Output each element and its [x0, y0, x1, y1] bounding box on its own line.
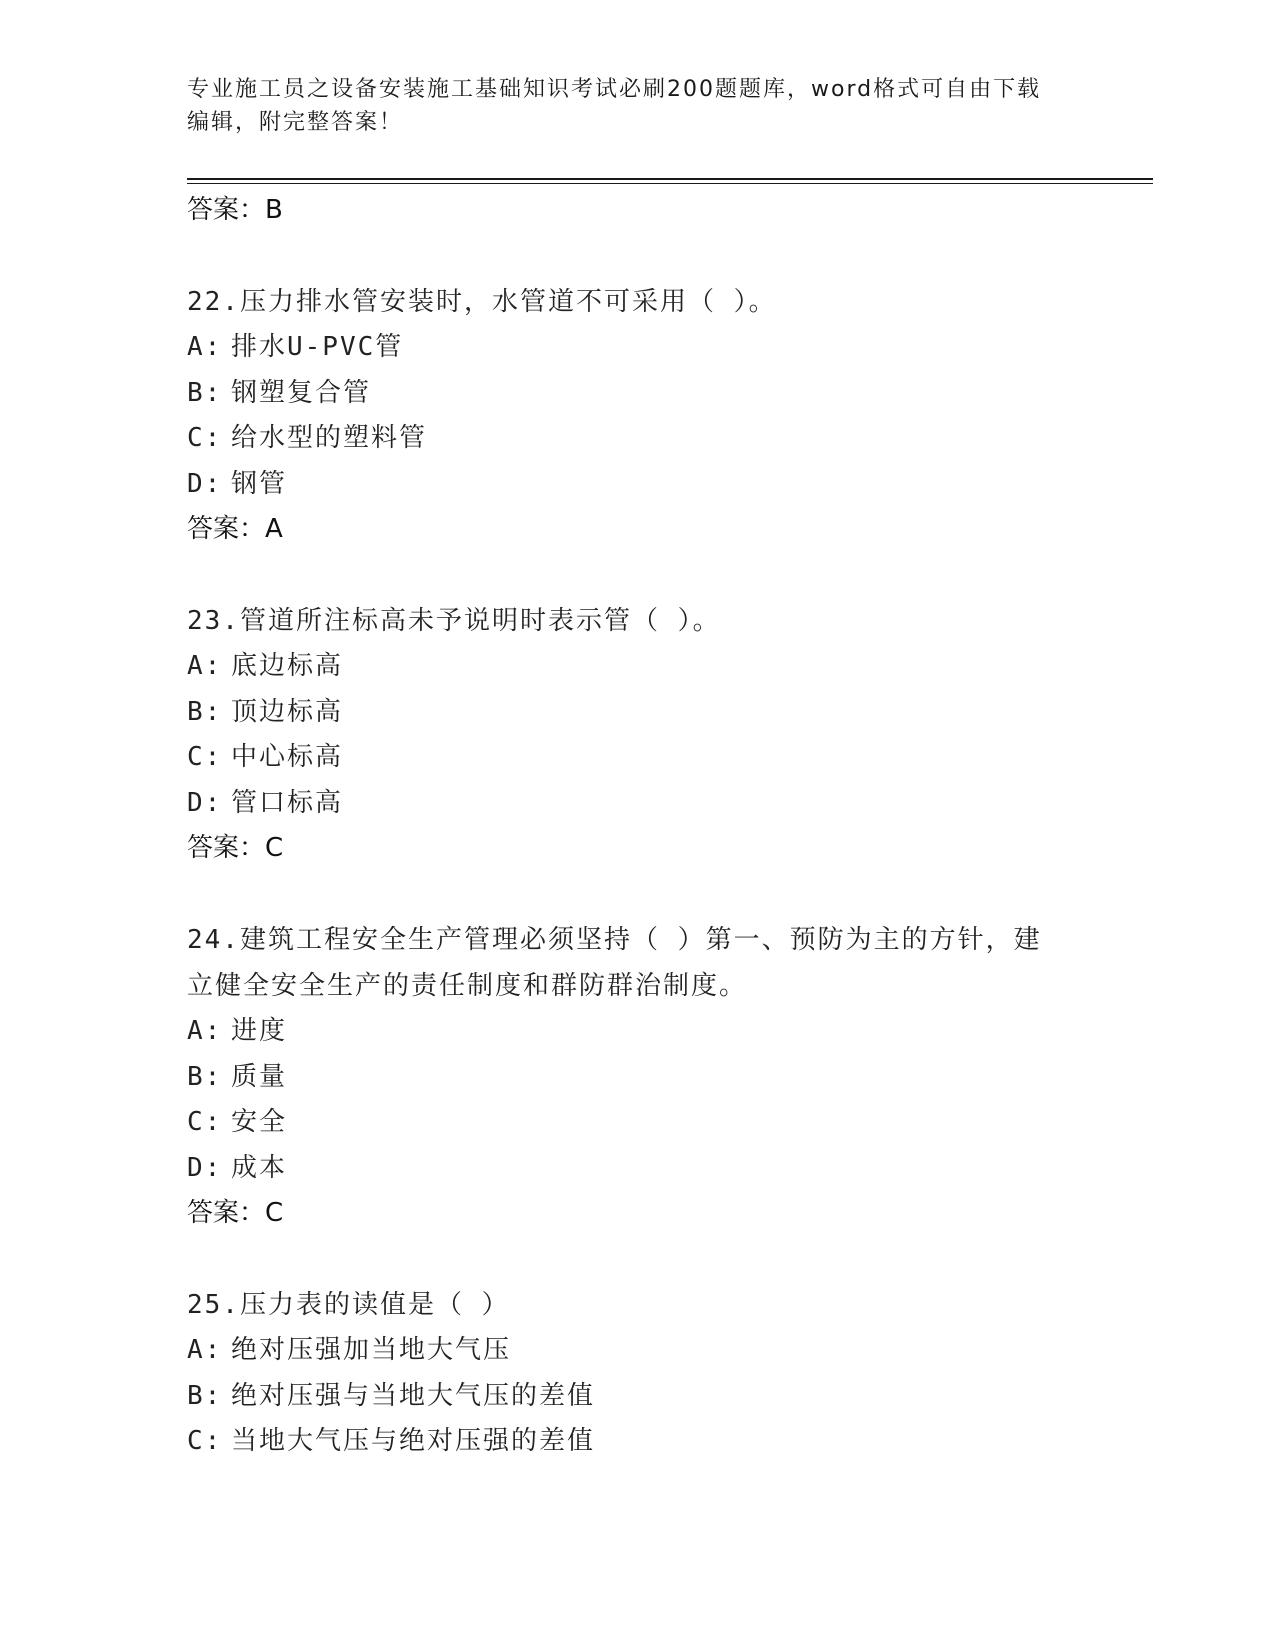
option-key: D: — [187, 468, 223, 499]
option-text: 绝对压强与当地大气压的差值 — [231, 1380, 596, 1411]
option-key: A: — [187, 1016, 223, 1046]
option-key: C: — [187, 742, 223, 772]
option-text: 安全 — [231, 1107, 288, 1137]
option-d — [187, 462, 1067, 508]
option-a — [187, 1328, 1067, 1374]
option-a — [187, 644, 1067, 690]
option-key: A: — [187, 651, 223, 681]
option-text: 管口标高 — [231, 787, 344, 818]
question-24 — [187, 917, 1067, 1235]
option-text: 钢塑复合管 — [231, 377, 372, 408]
question-23 — [187, 598, 1067, 870]
option-key: A: — [187, 332, 223, 362]
option-key: D: — [187, 787, 223, 818]
header-line-2: 编辑，附完整答案！ — [187, 110, 404, 135]
option-text: 进度 — [231, 1016, 288, 1046]
question-text: 25.压力表的读值是（ ） — [187, 1290, 510, 1320]
option-key: C: — [187, 423, 223, 453]
question-25 — [187, 1282, 1067, 1465]
header-line-1: 专业施工员之设备安装施工基础知识考试必刷200题题库，word格式可自由下载 — [187, 77, 1042, 102]
answer-label: 答案：A — [187, 514, 283, 544]
option-text: 质量 — [231, 1061, 288, 1092]
answer-label: 答案：C — [187, 833, 284, 863]
option-c — [187, 416, 1067, 462]
option-key: B: — [187, 696, 223, 727]
option-text: 当地大气压与绝对压强的差值 — [231, 1426, 596, 1456]
question-text: 22.压力排水管安装时，水管道不可采用（ ）。 — [187, 287, 777, 317]
option-a — [187, 325, 1067, 371]
question-text-line-2: 立健全安全生产的责任制度和群防群治制度。 — [187, 971, 748, 1001]
option-key: D: — [187, 1152, 223, 1183]
option-d — [187, 1146, 1067, 1192]
option-text: 底边标高 — [231, 651, 344, 681]
header-divider-thin — [187, 183, 1153, 184]
question-list — [187, 188, 1067, 1465]
option-b — [187, 1374, 1067, 1420]
option-a — [187, 1009, 1067, 1055]
document-header — [187, 73, 1067, 139]
option-text: 中心标高 — [231, 742, 344, 772]
header-divider-thick — [187, 178, 1153, 180]
question-text-line-1: 24.建筑工程安全生产管理必须坚持（ ）第一、预防为主的方针，建 — [187, 925, 1042, 955]
option-key: A: — [187, 1335, 223, 1365]
option-d — [187, 781, 1067, 827]
option-key: C: — [187, 1107, 223, 1137]
option-c — [187, 1419, 1067, 1465]
option-text: 钢管 — [231, 468, 288, 499]
option-b — [187, 1055, 1067, 1101]
option-text: 绝对压强加当地大气压 — [231, 1335, 512, 1365]
option-text: 成本 — [231, 1152, 288, 1183]
option-text: 排水U-PVC管 — [231, 332, 404, 362]
option-key: B: — [187, 1061, 223, 1092]
option-c — [187, 735, 1067, 781]
option-text: 给水型的塑料管 — [231, 423, 428, 453]
option-b — [187, 371, 1067, 417]
option-b — [187, 690, 1067, 736]
answer-label: 答案：C — [187, 1198, 284, 1228]
option-c — [187, 1100, 1067, 1146]
option-key: C: — [187, 1426, 223, 1456]
question-22 — [187, 279, 1067, 551]
option-key: B: — [187, 1380, 223, 1411]
option-key: B: — [187, 377, 223, 408]
option-text: 顶边标高 — [231, 696, 344, 727]
question-text: 23.管道所注标高未予说明时表示管（ ）。 — [187, 606, 721, 636]
answer-label: 答案：B — [187, 195, 283, 225]
